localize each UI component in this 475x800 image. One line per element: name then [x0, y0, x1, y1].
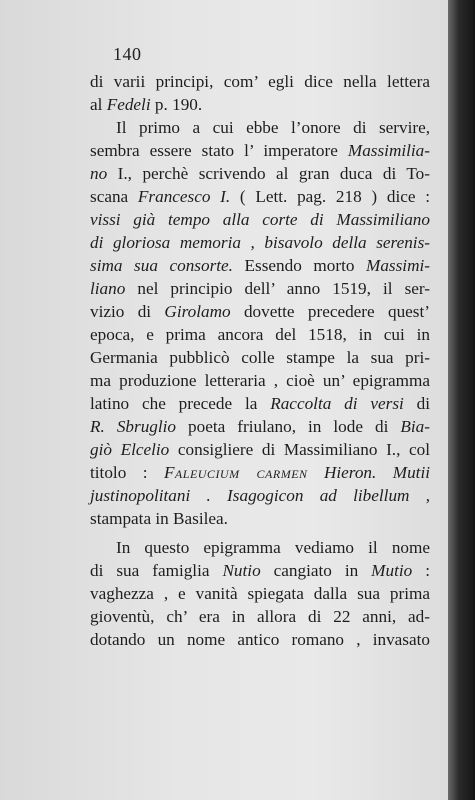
- text-segment: :: [412, 561, 430, 580]
- text-segment: latino che precede la: [90, 394, 271, 413]
- text-line: [90, 208, 430, 231]
- text-segment: cangiato in: [260, 561, 372, 580]
- text-segment: Fedeli: [106, 95, 151, 114]
- text-line: [90, 559, 430, 582]
- text-segment: Essendo morto: [232, 256, 367, 275]
- text-line: [90, 162, 430, 185]
- text-segment: Girolamo: [164, 302, 231, 321]
- text-segment: [308, 463, 324, 482]
- text-segment: di sua famiglia: [90, 561, 223, 580]
- text-segment: di gloriosa memoria , bisavolo della serenis-: [90, 233, 430, 252]
- text-segment: Hieron. Mutii: [323, 463, 430, 482]
- body-text: [90, 70, 430, 651]
- text-segment: In questo epigramma vediamo il nome: [116, 538, 430, 557]
- text-line: [90, 277, 430, 300]
- text-line: [90, 628, 430, 651]
- text-segment: di varii principi, com’ egli dice nella lettera: [90, 72, 430, 91]
- text-line: [90, 231, 430, 254]
- text-line: [90, 582, 430, 605]
- text-segment: scana: [90, 187, 138, 206]
- text-line: [90, 605, 430, 628]
- text-segment: consigliere di Massimiliano I., col: [169, 440, 431, 459]
- text-segment: justinopolitani . Isagogicon ad libellum ,: [90, 486, 430, 505]
- text-segment: I., perchè scrivendo al gran duca di To-: [107, 164, 430, 183]
- text-segment: titolo :: [90, 463, 164, 482]
- text-segment: vissi già tempo alla corte di Massimiliano: [90, 210, 430, 229]
- text-segment: dovette precedere quest’: [230, 302, 430, 321]
- text-segment: gioventù, ch’ era in allora di 22 anni, ad-: [90, 607, 430, 626]
- text-line: [90, 254, 430, 277]
- text-segment: Massimilia-: [347, 141, 430, 160]
- text-segment: Il primo a cui ebbe l’onore di servire,: [116, 118, 430, 137]
- text-segment: vizio di: [90, 302, 165, 321]
- text-segment: di: [403, 394, 430, 413]
- text-segment: Faleucium carmen: [163, 463, 308, 482]
- text-line: [90, 300, 430, 323]
- text-segment: Mutio: [371, 561, 413, 580]
- text-segment: Nutio: [222, 561, 261, 580]
- text-segment: nel principio dell’ anno 1519, il ser-: [125, 279, 430, 298]
- text-segment: Germania pubblicò colle stampe la sua pri-: [90, 348, 430, 367]
- text-line: [90, 392, 430, 415]
- text-line: [90, 461, 430, 484]
- text-line: [90, 415, 430, 438]
- text-segment: sima sua consorte.: [90, 256, 233, 275]
- text-line: [90, 484, 430, 507]
- text-segment: p. 190.: [150, 95, 203, 114]
- text-line: [90, 369, 430, 392]
- text-line: [90, 507, 430, 530]
- text-line: [90, 536, 430, 559]
- binding-shadow: [448, 0, 475, 800]
- text-segment: stampata in Basilea.: [90, 509, 228, 528]
- text-segment: ma produzione letteraria , cioè un’ epigramma: [90, 371, 430, 390]
- text-segment: al: [90, 95, 107, 114]
- text-line: [90, 438, 430, 461]
- text-line: [90, 116, 430, 139]
- text-segment: Massimi-: [366, 256, 430, 275]
- text-segment: R. Sbruglio: [90, 417, 177, 436]
- text-segment: liano: [90, 279, 126, 298]
- text-line: [90, 185, 430, 208]
- text-segment: epoca, e prima ancora del 1518, in cui in: [90, 325, 430, 344]
- text-line: [90, 70, 430, 93]
- text-segment: dotando un nome antico romano , invasato: [90, 630, 430, 649]
- page-number: 140: [113, 44, 142, 64]
- text-segment: Raccolta di versi: [270, 394, 404, 413]
- text-line: [90, 139, 430, 162]
- text-segment: giò Elcelio: [90, 440, 170, 459]
- text-segment: Bia-: [400, 417, 430, 436]
- text-line: [90, 323, 430, 346]
- text-segment: vaghezza , e vanità spiegata dalla sua prima: [90, 584, 430, 603]
- text-segment: poeta friulano, in lode di: [176, 417, 401, 436]
- text-line: [90, 93, 430, 116]
- text-line: [90, 346, 430, 369]
- text-segment: no: [90, 164, 108, 183]
- text-segment: ( Lett. pag. 218 ) dice :: [230, 187, 431, 206]
- text-segment: sembra essere stato l’ imperatore: [90, 141, 348, 160]
- text-segment: Francesco I.: [137, 187, 231, 206]
